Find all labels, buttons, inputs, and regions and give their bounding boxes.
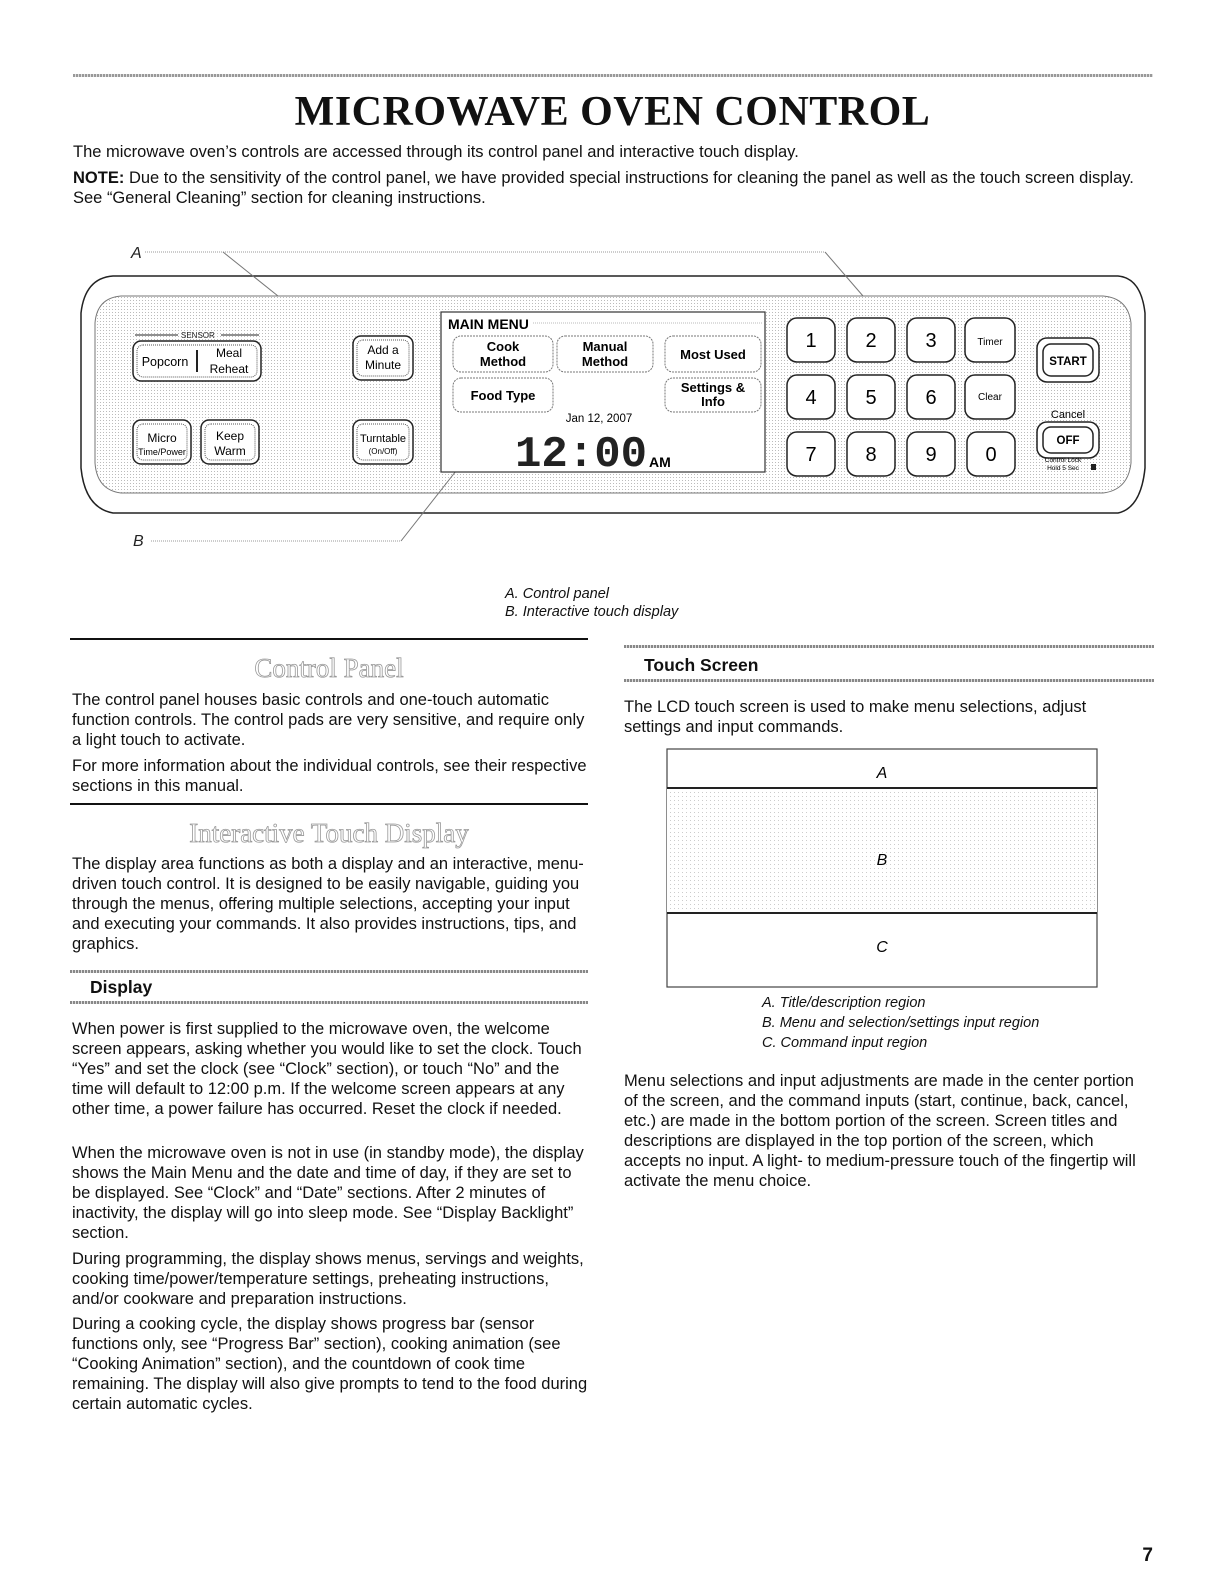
figure-caption-b: B. Interactive touch display (505, 604, 679, 620)
most-used-button[interactable] (665, 336, 761, 372)
page-title: MICROWAVE OVEN CONTROL (294, 89, 931, 135)
start-label: START (1049, 356, 1087, 368)
meal-label: Meal (215, 346, 243, 360)
touch-screen-heading: Touch Screen (644, 655, 759, 675)
left-rule-1 (70, 638, 588, 640)
warm-label: Warm (214, 444, 246, 458)
key-7-button[interactable] (787, 432, 835, 476)
touch-caption-b: B. Menu and selection/settings input region (762, 1015, 1040, 1031)
key-8-button[interactable] (847, 432, 895, 476)
main-menu-label: MAIN MENU (448, 316, 529, 332)
minute-label: Minute (364, 358, 402, 372)
touch-screen-regions-figure (666, 748, 1098, 988)
touch-display-paragraph: The display area functions as both a display and an interactive, menu-driven touch control. It is designed to be easily navigable, guiding you through the menus, offering multiple selections, accepting your input and executing your commands. It also provides instructions, tips, and graphics. (72, 855, 584, 953)
food-type-label: Food Type (470, 388, 536, 403)
region-c-label: C (876, 939, 888, 956)
touch-screen-rule-top (624, 645, 1154, 648)
settings-label: Settings & (680, 380, 746, 395)
settings-info-button[interactable] (665, 378, 761, 412)
cook-method-button[interactable] (453, 336, 553, 372)
key-5-label: 5 (865, 387, 877, 409)
cook-label: Cook (486, 339, 520, 354)
callout-a-label: A (131, 245, 142, 262)
touch-caption-a: A. Title/description region (762, 995, 926, 1011)
display-paragraph-4: During a cooking cycle, the display shows progress bar (sensor functions only, see “Progress Bar” section), cooking animation (see “Cooking Animation” section), and the countdown of cook time remaining. The display will also give prompts to tend to the food during certain automatic cycles. (72, 1315, 588, 1413)
display-heading: Display (90, 977, 153, 997)
display-paragraph-2: When the microwave oven is not in use (in standby mode), the display shows the Main Menu and the date and time of day, if they are set to be displayed. See “Clock” and “Date” sections. After 2 minutes of inactivity, the display will go into sleep mode. See “Display Backlight” section. (72, 1144, 584, 1242)
control-panel-heading: Control Panel (254, 653, 404, 683)
key-4-label: 4 (805, 387, 817, 409)
page-number: 7 (1142, 1545, 1153, 1566)
display-ampm: AM (649, 454, 671, 470)
popcorn-label: Popcorn (141, 355, 189, 369)
key-3-label: 3 (925, 330, 937, 352)
most-used-label: Most Used (680, 347, 746, 362)
display-time: 12:00 (514, 430, 648, 480)
manual-method-label: Method (581, 354, 629, 369)
info-label: Info (701, 394, 725, 409)
lock-icon (1091, 464, 1096, 470)
manual-method-button[interactable] (557, 336, 653, 372)
touch-screen-paragraph-1: The LCD touch screen is used to make menu selections, adjust settings and input commands. (624, 698, 1087, 736)
region-b-label: B (876, 852, 888, 869)
off-button[interactable] (1037, 422, 1099, 458)
display-rule-bottom (70, 1001, 588, 1004)
region-b-area (667, 789, 1097, 913)
touch-display-heading: Interactive Touch Display (189, 818, 469, 848)
add-a-minute-button[interactable] (353, 336, 413, 380)
top-rule (73, 74, 1153, 77)
hold-label: Hold 5 Sec (1047, 465, 1079, 472)
timer-label: Timer (977, 337, 1003, 348)
add-a-label: Add a (367, 343, 399, 357)
off-label: OFF (1056, 435, 1080, 447)
key-7-label: 7 (805, 444, 817, 466)
control-panel-paragraph-2: For more information about the individual controls, see their respective sections in this manual. (72, 757, 587, 795)
clear-label: Clear (978, 392, 1002, 403)
clear-button[interactable] (965, 375, 1015, 419)
on-off-label: (On/Off) (368, 447, 398, 456)
key-5-button[interactable] (847, 375, 895, 419)
key-0-label: 0 (985, 444, 997, 466)
display-date: Jan 12, 2007 (565, 413, 633, 425)
control-panel-figure (73, 228, 1158, 568)
micro-time-power-button[interactable] (133, 420, 191, 464)
turntable-label: Turntable (359, 433, 407, 445)
key-2-button[interactable] (847, 318, 895, 362)
left-rule-2 (70, 803, 588, 805)
region-a-label: A (876, 765, 888, 782)
micro-label: Micro (147, 431, 177, 445)
time-power-label: Time/Power (138, 447, 186, 457)
cook-method-label: Method (479, 354, 527, 369)
intro-text: The microwave oven’s controls are accessed through its control panel and interactive touch display. (73, 143, 799, 161)
key-3-button[interactable] (907, 318, 955, 362)
display-paragraph-1: When power is first supplied to the microwave oven, the welcome screen appears, asking whether you would like to set the clock. Touch “Yes” and set the clock (see “Clock” section), or touch “No” and the time will default to 12:00 p.m. If the welcome screen appears at any other time, a power failure has occurred. Reset the clock if needed. (72, 1020, 582, 1118)
key-6-button[interactable] (907, 375, 955, 419)
display-rule-top (70, 970, 588, 973)
callout-b-label: B (133, 533, 144, 550)
keep-label: Keep (215, 429, 245, 443)
key-1-button[interactable] (787, 318, 835, 362)
timer-button[interactable] (965, 318, 1015, 362)
figure-caption-a: A. Control panel (505, 586, 609, 602)
food-type-button[interactable] (453, 378, 553, 412)
popcorn-meal-reheat-button[interactable] (133, 341, 261, 381)
key-0-button[interactable] (967, 432, 1015, 476)
key-9-label: 9 (925, 444, 937, 466)
reheat-label: Reheat (209, 362, 249, 376)
key-4-button[interactable] (787, 375, 835, 419)
note-text: Due to the sensitivity of the control panel, we have provided special instructions for cleaning the panel as well as the touch screen display. See “General Cleaning” section for cleaning instructions. (73, 169, 1134, 207)
cancel-label: Cancel (1050, 409, 1086, 421)
turntable-button[interactable] (353, 420, 413, 464)
sensor-label: SENSOR (181, 331, 215, 340)
control-panel-paragraph-1: The control panel houses basic controls and one-touch automatic function controls. The control pads are very sensitive, and require only a light touch to activate. (72, 691, 585, 749)
touch-display[interactable] (441, 312, 765, 480)
keep-warm-button[interactable] (201, 420, 259, 464)
key-8-label: 8 (865, 444, 877, 466)
touch-caption-c: C. Command input region (762, 1035, 928, 1051)
control-lock-label: Control Lock (1044, 457, 1082, 464)
touch-screen-rule-bottom (624, 679, 1154, 682)
key-1-label: 1 (805, 330, 817, 352)
display-paragraph-3: During programming, the display shows menus, servings and weights, cooking time/power/temperature settings, preheating instructions, and/or cookware and preparation instructions. (72, 1250, 584, 1308)
note-paragraph (73, 168, 1153, 208)
start-button[interactable] (1037, 338, 1099, 382)
touch-screen-paragraph-2: Menu selections and input adjustments are made in the center portion of the screen, and the command inputs (start, continue, back, cancel, etc.) are made in the bottom portion of the screen. Screen titles and descriptions are displayed in the top portion of the screen, which accepts no input. A light- to medium-pressure touch of the fingertip will activate the menu choice. (624, 1072, 1136, 1190)
key-2-label: 2 (865, 330, 877, 352)
key-6-label: 6 (925, 387, 937, 409)
key-9-button[interactable] (907, 432, 955, 476)
manual-label: Manual (582, 339, 628, 354)
note-label: NOTE: (73, 169, 125, 187)
